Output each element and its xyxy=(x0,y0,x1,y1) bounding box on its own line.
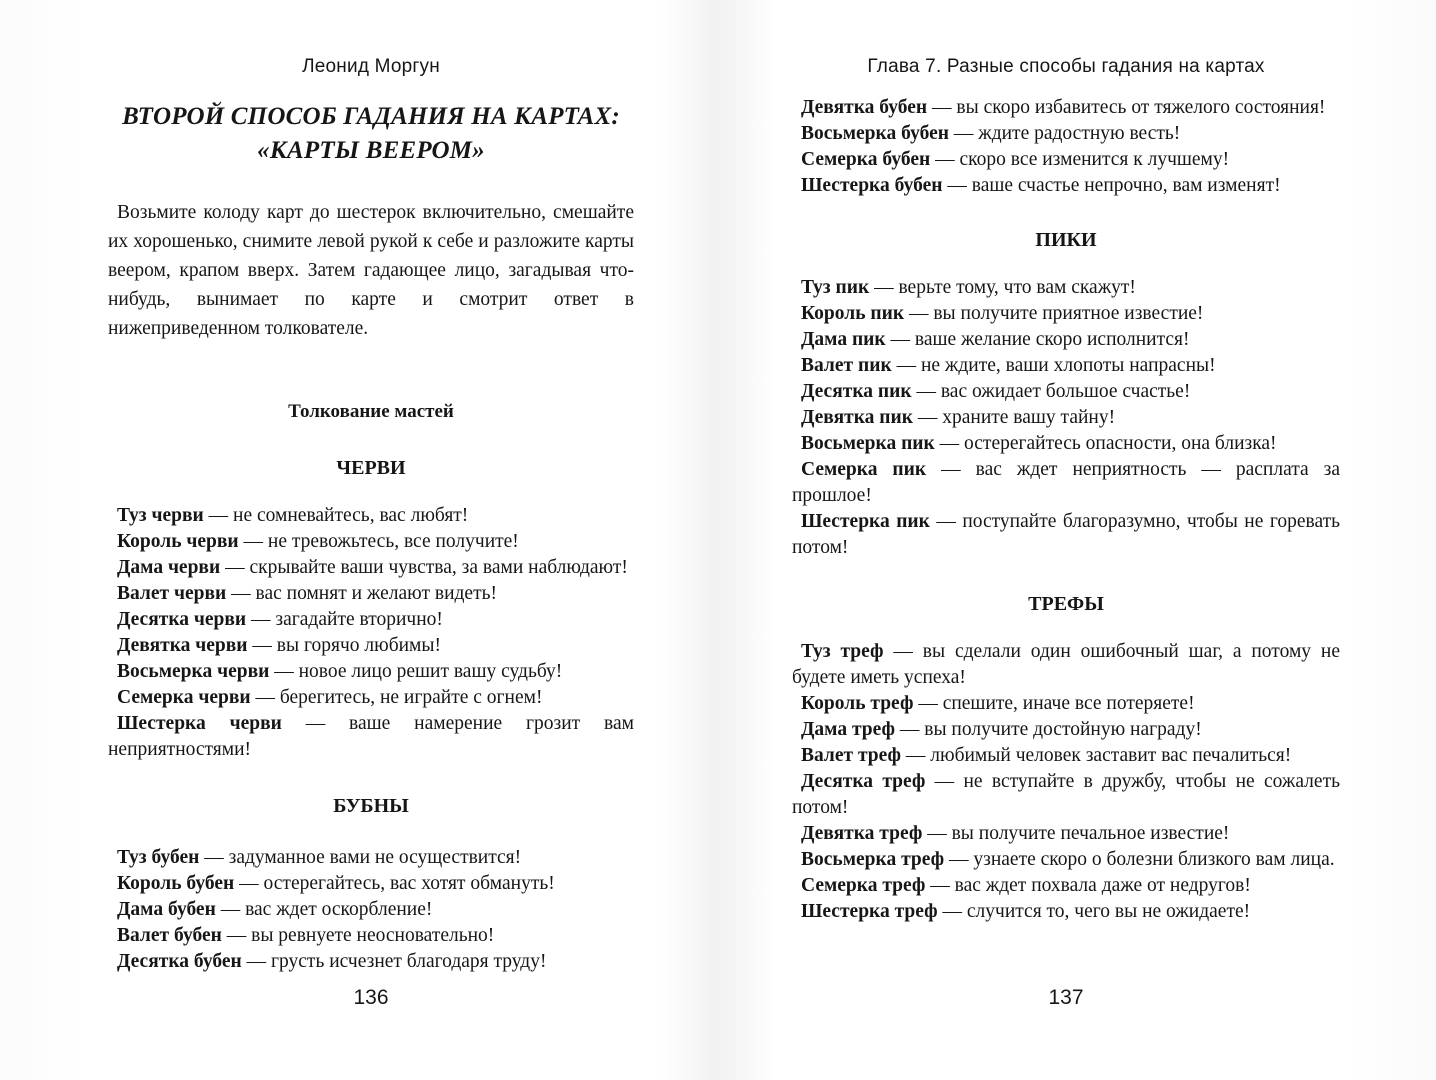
spades-entries xyxy=(792,275,1340,561)
card-entry xyxy=(792,301,1340,327)
card-meaning: — грусть исчезнет благодаря труду! xyxy=(241,951,547,972)
card-entry xyxy=(108,871,634,897)
card-entry xyxy=(108,581,634,607)
card-meaning: — вы ревнуете неосновательно! xyxy=(221,925,495,946)
card-name: Восьмерка черви xyxy=(117,661,270,682)
card-name: Король треф xyxy=(801,693,914,714)
card-meaning: — храните вашу тайну! xyxy=(912,407,1116,428)
card-name: Дама черви xyxy=(117,557,221,578)
card-entry xyxy=(792,327,1340,353)
card-name: Семерка бубен xyxy=(801,149,931,170)
intro-paragraph: Возьмите колоду карт до шестерок включительно, смешайте их хорошенько, снимите левой рукой к себе и разложите карты веером, крапом вверх. Затем гадающее лицо, загадывая что-нибудь, вынимает по карте и смотрит ответ в нижеприведенном толкователе. xyxy=(108,202,634,339)
left-page xyxy=(108,0,634,1080)
card-entry xyxy=(792,847,1340,873)
card-entry xyxy=(792,457,1340,509)
card-meaning: — ваше счастье непрочно, вам изменят! xyxy=(942,175,1281,196)
card-name: Валет черви xyxy=(117,583,227,604)
card-name: Десятка бубен xyxy=(117,951,242,972)
clubs-entries xyxy=(792,639,1340,925)
card-entry xyxy=(792,717,1340,743)
card-name: Девятка черви xyxy=(117,635,248,656)
card-meaning: — загадайте вторично! xyxy=(246,609,443,630)
section-title-line-2: «КАРТЫ ВЕЕРОМ» xyxy=(257,137,485,164)
card-name: Восьмерка бубен xyxy=(801,123,949,144)
card-meaning: — вы скоро избавитесь от тяжелого состояния! xyxy=(927,97,1326,118)
card-meaning: — ждите радостную весть! xyxy=(948,123,1181,144)
card-name: Десятка черви xyxy=(117,609,247,630)
card-name: Десятка треф xyxy=(801,771,926,792)
card-meaning: — скоро все изменится к лучшему! xyxy=(930,149,1230,170)
card-name: Валет треф xyxy=(801,745,902,766)
card-name: Валет бубен xyxy=(117,925,222,946)
card-name: Шестерка треф xyxy=(801,901,938,922)
suit-heading-clubs: ТРЕФЫ xyxy=(1028,593,1104,615)
card-name: Дама бубен xyxy=(117,899,216,920)
card-name: Шестерка пик xyxy=(801,511,930,532)
card-name: Король пик xyxy=(801,303,905,324)
card-meaning: — вы получите приятное известие! xyxy=(904,303,1204,324)
running-head-author: Леонид Моргун xyxy=(302,56,440,77)
card-meaning: — вас ожидает большое счастье! xyxy=(911,381,1191,402)
card-entry xyxy=(792,509,1340,561)
card-meaning: — берегитесь, не играйте с огнем! xyxy=(250,687,543,708)
card-entry xyxy=(792,899,1340,925)
card-entry xyxy=(792,95,1340,121)
card-meaning: — остерегайтесь опасности, она близка! xyxy=(934,433,1277,454)
card-meaning: — вас помнят и желают видеть! xyxy=(226,583,497,604)
card-meaning: — не сомневайтесь, вас любят! xyxy=(203,505,469,526)
card-meaning: — вы получите достойную награду! xyxy=(895,719,1202,740)
card-meaning: — не тревожьтесь, все получите! xyxy=(238,531,519,552)
card-meaning: — ваше намерение грозит вам неприятностями! xyxy=(108,713,634,760)
card-entry xyxy=(108,503,634,529)
card-entry xyxy=(792,769,1340,821)
section-title-line-1: ВТОРОЙ СПОСОБ ГАДАНИЯ НА КАРТАХ: xyxy=(122,103,620,130)
left-page-content xyxy=(108,100,634,975)
card-entry xyxy=(792,379,1340,405)
section-title xyxy=(108,100,634,168)
card-entry xyxy=(108,659,634,685)
card-name: Дама треф xyxy=(801,719,895,740)
card-name: Валет пик xyxy=(801,355,892,376)
card-meaning: — вы сделали один ошибочный шаг, а потому не будете иметь успеха! xyxy=(792,641,1340,688)
card-name: Туз бубен xyxy=(117,847,200,868)
card-meaning: — вы получите печальное известие! xyxy=(922,823,1230,844)
card-entry xyxy=(792,821,1340,847)
card-meaning: — не вступайте в дружбу, чтобы не сожалеть потом! xyxy=(792,771,1340,818)
card-meaning: — задуманное вами не осуществится! xyxy=(199,847,522,868)
card-entry xyxy=(108,555,634,581)
diamonds-entries-continued xyxy=(792,95,1340,199)
card-meaning: — ваше желание скоро исполнится! xyxy=(885,329,1190,350)
card-name: Король бубен xyxy=(117,873,235,894)
suit-heading-hearts: ЧЕРВИ xyxy=(336,457,406,479)
card-meaning: — вы горячо любимы! xyxy=(247,635,441,656)
card-entry xyxy=(792,639,1340,691)
suit-heading-spades: ПИКИ xyxy=(1035,229,1097,251)
card-entry xyxy=(108,633,634,659)
card-entry xyxy=(792,173,1340,199)
card-entry xyxy=(792,353,1340,379)
card-name: Восьмерка пик xyxy=(801,433,935,454)
card-entry xyxy=(792,147,1340,173)
card-entry xyxy=(108,845,634,871)
card-name: Туз пик xyxy=(801,277,870,298)
card-meaning: — любимый человек заставит вас печалиться! xyxy=(901,745,1292,766)
running-head-chapter: Глава 7. Разные способы гадания на картах xyxy=(867,56,1265,77)
card-name: Десятка пик xyxy=(801,381,912,402)
card-entry xyxy=(108,897,634,923)
card-meaning: — вас ждет похвала даже от недругов! xyxy=(925,875,1251,896)
card-meaning: — вас ждет неприятность — расплата за прошлое! xyxy=(792,459,1340,506)
card-name: Семерка треф xyxy=(801,875,926,896)
card-entry xyxy=(792,275,1340,301)
card-meaning: — случится то, чего вы не ожидаете! xyxy=(937,901,1251,922)
card-name: Девятка бубен xyxy=(801,97,928,118)
card-meaning: — поступайте благоразумно, чтобы не горевать потом! xyxy=(792,511,1341,558)
card-meaning: — узнаете скоро о болезни близкого вам лица. xyxy=(944,849,1335,870)
card-entry xyxy=(108,685,634,711)
card-meaning: — спешите, иначе все потеряете! xyxy=(913,693,1195,714)
card-name: Восьмерка треф xyxy=(801,849,945,870)
card-entry xyxy=(792,121,1340,147)
card-meaning: — вас ждет оскорбление! xyxy=(215,899,433,920)
page-number-right: 137 xyxy=(1048,986,1084,1009)
card-name: Туз черви xyxy=(117,505,204,526)
card-meaning: — верьте тому, что вам скажут! xyxy=(869,277,1136,298)
card-entry xyxy=(108,711,634,763)
card-entry xyxy=(108,607,634,633)
diamonds-entries xyxy=(108,845,634,975)
card-name: Король черви xyxy=(117,531,239,552)
right-page-content xyxy=(792,95,1340,925)
card-entry xyxy=(792,743,1340,769)
card-entry xyxy=(792,873,1340,899)
card-entry xyxy=(108,949,634,975)
card-meaning: — скрывайте ваши чувства, за вами наблюдают! xyxy=(220,557,628,578)
card-name: Семерка пик xyxy=(801,459,927,480)
card-name: Девятка треф xyxy=(801,823,923,844)
card-name: Шестерка бубен xyxy=(801,175,943,196)
card-entry xyxy=(108,529,634,555)
suit-heading-diamonds: БУБНЫ xyxy=(333,795,409,817)
hearts-entries xyxy=(108,503,634,763)
page-number-left: 136 xyxy=(353,986,389,1009)
card-name: Семерка черви xyxy=(117,687,251,708)
card-meaning: — новое лицо решит вашу судьбу! xyxy=(269,661,563,682)
card-name: Дама пик xyxy=(801,329,886,350)
card-name: Туз треф xyxy=(801,641,884,662)
right-page xyxy=(792,0,1340,1080)
card-entry xyxy=(108,923,634,949)
card-meaning: — не ждите, ваши хлопоты напрасны! xyxy=(891,355,1216,376)
card-name: Шестерка черви xyxy=(117,713,282,734)
card-meaning: — остерегайтесь, вас хотят обмануть! xyxy=(234,873,555,894)
card-entry xyxy=(792,405,1340,431)
card-entry xyxy=(792,431,1340,457)
card-entry xyxy=(792,691,1340,717)
card-name: Девятка пик xyxy=(801,407,913,428)
interpretation-subtitle: Толкование мастей xyxy=(288,401,454,422)
